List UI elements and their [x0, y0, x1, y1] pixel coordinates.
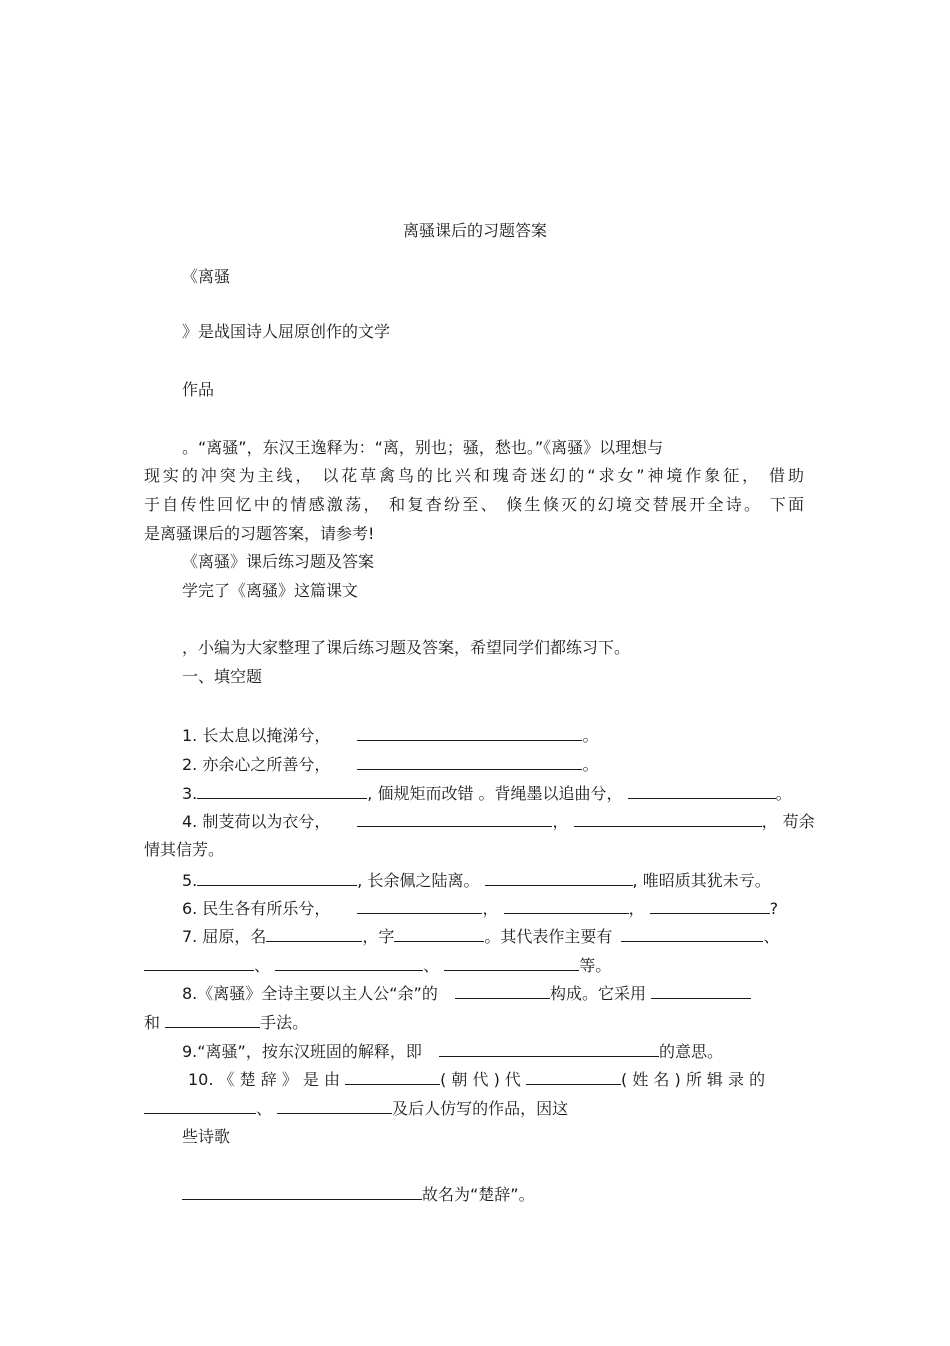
punct: ，: [628, 899, 645, 918]
question-5-text-b: , 唯昭质其犹未亏。: [632, 871, 771, 890]
question-1: [182, 725, 598, 746]
question-8-line-2: [144, 1012, 308, 1033]
answer-blank[interactable]: [357, 754, 582, 770]
answer-blank[interactable]: [357, 898, 482, 914]
question-4-line-2: 情其信芳。: [144, 840, 225, 859]
question-4: [182, 811, 815, 832]
intro-line-7: ，小编为大家整理了课后练习题及答案，希望同学们都练习下。: [182, 638, 631, 657]
question-8-text-b: 构成。它采用: [549, 984, 646, 1003]
punct: 。: [582, 755, 599, 774]
answer-blank[interactable]: [275, 955, 423, 971]
question-7-text-c: 。其代表作主要有: [484, 927, 613, 946]
answer-blank[interactable]: [628, 783, 776, 799]
question-7-line-2: [144, 955, 611, 976]
answer-blank[interactable]: [504, 898, 629, 914]
question-4-end: ， 苟余: [761, 812, 815, 831]
punct: 、: [254, 956, 271, 975]
answer-blank[interactable]: [165, 1012, 260, 1028]
question-7: [182, 926, 780, 947]
intro-line-2: 》是战国诗人屈原创作的文学: [182, 322, 391, 341]
question-6-end: ?: [769, 899, 779, 918]
intro-paragraph-line-3: 于自传性回忆中的情感激荡， 和复杳纷至、 倏生倏灭的幻境交替展开全诗。 下面: [144, 495, 804, 514]
question-5-number: 5.: [182, 871, 198, 890]
answer-blank[interactable]: [197, 870, 357, 886]
question-9-end: 的意思。: [658, 1042, 723, 1061]
question-10-text-c: ( 姓 名 ) 所 辑 录 的: [621, 1070, 766, 1089]
answer-blank[interactable]: [439, 1041, 659, 1057]
intro-paragraph-line-4: 是离骚课后的习题答案，请参考!: [144, 524, 375, 543]
punct: 、: [423, 956, 440, 975]
punct: ，: [482, 899, 499, 918]
question-5-text-a: , 长余佩之陆离。: [357, 871, 480, 890]
answer-blank[interactable]: [526, 1069, 621, 1085]
section-heading: 一、填空题: [182, 667, 263, 686]
answer-blank[interactable]: [357, 725, 582, 741]
question-4-text: 4. 制芰荷以为衣兮，: [182, 812, 331, 831]
question-8-text-d: 手法。: [260, 1013, 309, 1032]
answer-blank[interactable]: [144, 1098, 256, 1114]
question-7-text: 7. 屈原，名: [182, 927, 267, 946]
question-3-text-a: , 偭规矩而改错: [367, 784, 474, 803]
question-10: [188, 1069, 765, 1090]
answer-blank[interactable]: [277, 1098, 392, 1114]
punct: 。: [582, 726, 599, 745]
question-10-text-b: ( 朝 代 ) 代: [440, 1070, 521, 1089]
question-3: [182, 783, 792, 804]
question-10-text-a: 10. 《 楚 辞 》 是 由: [188, 1070, 340, 1089]
punct: 。: [775, 784, 792, 803]
question-10-end: 故名为“楚辞”。: [422, 1185, 535, 1204]
document-title: 离骚课后的习题答案: [402, 221, 547, 240]
answer-blank[interactable]: [574, 811, 762, 827]
answer-blank[interactable]: [651, 983, 751, 999]
intro-line-3: 作品: [182, 380, 215, 399]
question-8: [182, 983, 751, 1004]
question-6: [182, 898, 778, 919]
answer-blank[interactable]: [182, 1184, 422, 1200]
answer-blank[interactable]: [455, 983, 550, 999]
question-3-text-b: 。背绳墨以追曲兮，: [478, 784, 623, 803]
intro-paragraph-line-2: 现实的冲突为主线， 以花草禽鸟的比兴和瑰奇迷幻的“求女”神境作象征， 借助: [144, 466, 804, 485]
question-8-text-c: 和: [144, 1013, 161, 1032]
question-2-text: 2. 亦余心之所善兮，: [182, 755, 331, 774]
punct: ，: [552, 812, 569, 831]
answer-blank[interactable]: [485, 870, 633, 886]
answer-blank[interactable]: [621, 926, 763, 942]
question-10-line-3: 些诗歌: [182, 1127, 231, 1146]
question-7-end: 等。: [579, 956, 612, 975]
answer-blank[interactable]: [650, 898, 770, 914]
answer-blank[interactable]: [394, 926, 484, 942]
question-1-text: 1. 长太息以掩涕兮，: [182, 726, 331, 745]
answer-blank[interactable]: [197, 783, 367, 799]
answer-blank[interactable]: [144, 955, 254, 971]
question-3-number: 3.: [182, 784, 198, 803]
question-10-line-4: [182, 1184, 535, 1205]
question-9: [182, 1041, 723, 1062]
question-7-text-b: ，字: [362, 927, 395, 946]
answer-blank[interactable]: [345, 1069, 440, 1085]
exercise-subtitle: 《离骚》课后练习题及答案: [182, 552, 375, 571]
answer-blank[interactable]: [444, 955, 579, 971]
question-10-text-d: 及后人仿写的作品，因这: [392, 1099, 569, 1118]
question-9-text: 9.“离骚”，按东汉班固的解释，即: [182, 1042, 422, 1061]
punct: 、: [256, 1099, 273, 1118]
question-10-line-2: [144, 1098, 568, 1119]
answer-blank[interactable]: [266, 926, 362, 942]
question-8-text: 8.《离骚》全诗主要以主人公“余”的: [182, 984, 438, 1003]
punct: 、: [763, 927, 780, 946]
question-5: [182, 870, 771, 891]
question-6-text: 6. 民生各有所乐兮，: [182, 899, 331, 918]
answer-blank[interactable]: [357, 811, 552, 827]
intro-paragraph-line-1: 。“离骚”，东汉王逸释为：“离，别也；骚，愁也。”《离骚》以理想与: [182, 438, 664, 457]
intro-line-6: 学完了《离骚》这篇课文: [182, 581, 359, 600]
question-2: [182, 754, 598, 775]
intro-line-1: 《离骚: [182, 267, 231, 286]
